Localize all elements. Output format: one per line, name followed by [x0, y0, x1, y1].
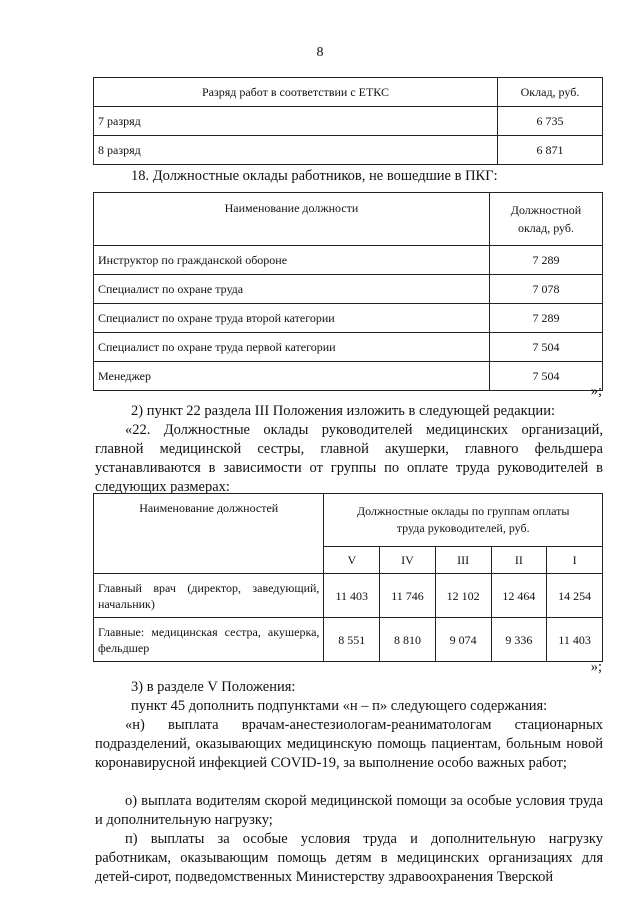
- paragraph-item-22: «22. Должностные оклады руководителей медицинских организаций, главной медицинской сестры, главной акушерки, главного фельдшера устанавливаются в зависимости от группы по оплате труда руководителей в следующих размерах:: [95, 422, 603, 495]
- table-row: [94, 618, 603, 662]
- table-cell: 9 074: [435, 618, 491, 662]
- table-header-row: [94, 494, 603, 547]
- table-cell: 7 289: [490, 246, 603, 275]
- table-cell: Главный врач (директор, заведующий, начальник): [94, 574, 324, 618]
- table-cell: 7 289: [490, 304, 603, 333]
- table-row: [94, 574, 603, 618]
- paragraph-subitem-o: о) выплата водителям скорой медицинской помощи за особые условия труда и дополнительную нагрузку;: [95, 793, 603, 828]
- table-head-salaries: [93, 493, 603, 662]
- column-header-groups: Должностные оклады по группам оплаты труда руководителей, руб.: [324, 494, 603, 547]
- closing-quote-mark: »;: [590, 659, 602, 675]
- table-row: [94, 333, 603, 362]
- table-cell: 8 разряд: [94, 136, 498, 165]
- paragraph-subitem-p: п) выплаты за особые условия труда и дополнительную нагрузку работникам, оказывающим помощь детям в медицинских организациях для детей-сирот, подведомственных Министерству здравоохранения Тверской: [95, 831, 603, 885]
- group-header: II: [491, 547, 547, 574]
- table-cell: 12 102: [435, 574, 491, 618]
- table-header-row: [94, 78, 603, 107]
- paragraph-item-3: 3) в разделе V Положения:: [131, 679, 296, 695]
- paragraph-item-2: 2) пункт 22 раздела III Положения изложить в следующей редакции:: [131, 403, 555, 419]
- table-cell: 6 735: [498, 107, 603, 136]
- page-number: 8: [316, 45, 324, 60]
- paragraph-item-45: пункт 45 дополнить подпунктами «н – п» следующего содержания:: [131, 698, 548, 714]
- group-header: I: [547, 547, 603, 574]
- table-row: [94, 246, 603, 275]
- table-cell: Специалист по охране труда: [94, 275, 490, 304]
- table-cell: 8 551: [324, 618, 380, 662]
- table-cell: Менеджер: [94, 362, 490, 391]
- column-header: Наименование должности: [94, 193, 490, 246]
- table-row: [94, 275, 603, 304]
- table-cell: 7 078: [490, 275, 603, 304]
- table-cell: Специалист по охране труда второй категории: [94, 304, 490, 333]
- table-cell: 14 254: [547, 574, 603, 618]
- table-row: [94, 304, 603, 333]
- table-cell: 8 810: [380, 618, 436, 662]
- column-header: Разряд работ в соответствии с ЕТКС: [94, 78, 498, 107]
- group-header: III: [435, 547, 491, 574]
- table-cell: 6 871: [498, 136, 603, 165]
- table-cell: 7 504: [490, 333, 603, 362]
- closing-quote-mark: »;: [590, 383, 602, 399]
- table-ranks: [93, 77, 603, 165]
- paragraph-subitem-n: «н) выплата врачам-анестезиологам-реаниматологам стационарных подразделений, оказывающих медицинскую помощь пациентам, больным новой коронавирусной инфекцией COVID-19, за выполнение особо важных работ;: [95, 717, 603, 771]
- table-cell: Инструктор по гражданской обороне: [94, 246, 490, 275]
- column-header: Наименование должностей: [94, 494, 324, 574]
- column-header: Должностной оклад, руб.: [490, 193, 603, 246]
- group-header: V: [324, 547, 380, 574]
- table-row: [94, 362, 603, 391]
- table-row: [94, 136, 603, 165]
- table-cell: Специалист по охране труда первой категории: [94, 333, 490, 362]
- table-cell: 11 746: [380, 574, 436, 618]
- table-cell: 7 разряд: [94, 107, 498, 136]
- table-cell: 11 403: [324, 574, 380, 618]
- table-cell: 9 336: [491, 618, 547, 662]
- table-header-row: [94, 193, 603, 246]
- column-header: Оклад, руб.: [498, 78, 603, 107]
- table-cell: 7 504: [490, 362, 603, 391]
- table-cell: Главные: медицинская сестра, акушерка, фельдшер: [94, 618, 324, 662]
- group-header: IV: [380, 547, 436, 574]
- table-salaries: [93, 192, 603, 391]
- table-row: [94, 107, 603, 136]
- item-18-heading: 18. Должностные оклады работников, не вошедшие в ПКГ:: [131, 168, 498, 184]
- table-cell: 12 464: [491, 574, 547, 618]
- table-cell: 11 403: [547, 618, 603, 662]
